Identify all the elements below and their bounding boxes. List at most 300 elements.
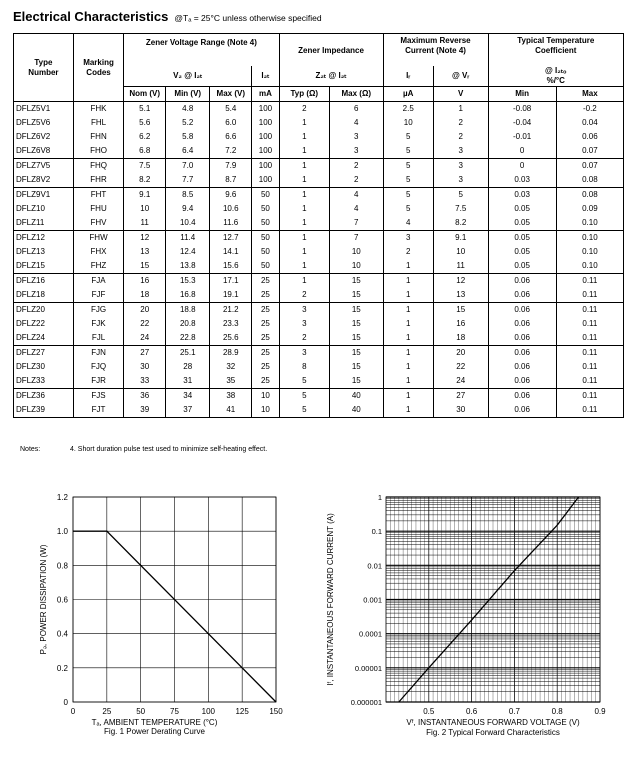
cell-nom: 5.1 <box>124 102 166 117</box>
x-tick-label: 150 <box>269 707 283 716</box>
table-row <box>14 116 624 130</box>
cell-izt-ma: 100 <box>252 173 279 188</box>
table-row <box>14 231 624 246</box>
cell-tc-max: 0.11 <box>556 403 623 418</box>
cell-max: 32 <box>210 360 252 374</box>
cell-marking: FJA <box>73 274 123 289</box>
cell-zzt-typ: 3 <box>279 346 329 361</box>
cell-type: DFLZ39 <box>14 403 74 418</box>
cell-vr: 24 <box>433 374 488 389</box>
y-tick-label: 0.8 <box>56 561 68 571</box>
cell-tc-max: 0.11 <box>556 303 623 318</box>
cell-ir: 5 <box>383 188 433 203</box>
cell-ir: 5 <box>383 173 433 188</box>
header-reverse-current: Maximum Reverse Current (Note 4) <box>383 34 488 67</box>
cell-max: 17.1 <box>210 274 252 289</box>
cell-marking: FJG <box>73 303 123 318</box>
page-title <box>13 9 322 24</box>
y-tick-label: 1.2 <box>56 493 68 502</box>
note-4: 4. Short duration pulse test used to minimize self-heating effect. <box>70 446 268 453</box>
cell-tc-min: 0.06 <box>488 374 556 389</box>
cell-type: DFLZ20 <box>14 303 74 318</box>
cell-marking: FHO <box>73 144 123 159</box>
x-tick-label: 0.8 <box>551 707 563 716</box>
cell-zzt-typ: 1 <box>279 245 329 259</box>
cell-type: DFLZ18 <box>14 288 74 303</box>
cell-nom: 13 <box>124 245 166 259</box>
cell-izt-ma: 25 <box>252 303 279 318</box>
cell-type: DFLZ12 <box>14 231 74 246</box>
cell-tc-max: 0.11 <box>556 274 623 289</box>
chart-title: Fig. 1 Power Derating Curve <box>104 727 205 736</box>
y-tick-label: 0.4 <box>56 629 68 639</box>
header-zener-range: Zener Voltage Range (Note 4) <box>124 34 279 67</box>
notes <box>20 446 268 453</box>
y-tick-label: 0 <box>63 698 68 707</box>
cell-marking: FHL <box>73 116 123 130</box>
cell-max: 25.6 <box>210 331 252 346</box>
cell-tc-max: -0.2 <box>556 102 623 117</box>
cell-izt-ma: 25 <box>252 331 279 346</box>
cell-tc-min: 0.06 <box>488 346 556 361</box>
cell-tc-min: -0.01 <box>488 130 556 144</box>
x-tick-label: 0.7 <box>508 707 520 716</box>
table-row <box>14 403 624 418</box>
cell-type: DFLZ16 <box>14 274 74 289</box>
cell-zzt-max: 40 <box>330 403 384 418</box>
cell-nom: 18 <box>124 288 166 303</box>
cell-nom: 24 <box>124 331 166 346</box>
cell-tc-min: 0.06 <box>488 317 556 331</box>
header-max-ohm: Max (Ω) <box>330 87 384 102</box>
cell-izt-ma: 100 <box>252 144 279 159</box>
cell-vr: 3 <box>433 159 488 174</box>
cell-min: 5.2 <box>166 116 210 130</box>
cell-ir: 10 <box>383 116 433 130</box>
table-row <box>14 216 624 231</box>
cell-zzt-typ: 1 <box>279 173 329 188</box>
cell-ir: 1 <box>383 274 433 289</box>
cell-type: DFLZ5V6 <box>14 116 74 130</box>
x-tick-label: 0.9 <box>594 707 606 716</box>
cell-tc-max: 0.11 <box>556 374 623 389</box>
power-derating-chart <box>0 480 300 740</box>
header-at-iztc <box>488 66 624 87</box>
cell-izt-ma: 50 <box>252 259 279 274</box>
cell-type: DFLZ6V2 <box>14 130 74 144</box>
cell-tc-max: 0.06 <box>556 130 623 144</box>
cell-zzt-max: 4 <box>330 188 384 203</box>
cell-tc-min: 0.03 <box>488 188 556 203</box>
cell-type: DFLZ15 <box>14 259 74 274</box>
cell-max: 21.2 <box>210 303 252 318</box>
cell-min: 16.8 <box>166 288 210 303</box>
cell-ir: 1 <box>383 389 433 404</box>
cell-type: DFLZ5V1 <box>14 102 74 117</box>
electrical-characteristics-table <box>13 33 624 418</box>
cell-ir: 1 <box>383 346 433 361</box>
cell-izt-ma: 50 <box>252 202 279 216</box>
cell-zzt-max: 2 <box>330 159 384 174</box>
cell-max: 6.6 <box>210 130 252 144</box>
cell-zzt-max: 7 <box>330 216 384 231</box>
cell-zzt-max: 6 <box>330 102 384 117</box>
cell-tc-max: 0.09 <box>556 202 623 216</box>
cell-max: 41 <box>210 403 252 418</box>
cell-tc-min: 0 <box>488 159 556 174</box>
header-type: Type Number <box>14 34 74 102</box>
cell-nom: 5.6 <box>124 116 166 130</box>
cell-marking: FHT <box>73 188 123 203</box>
cell-ir: 5 <box>383 130 433 144</box>
cell-marking: FJS <box>73 389 123 404</box>
table-row <box>14 188 624 203</box>
cell-vr: 8.2 <box>433 216 488 231</box>
title-text: Electrical Characteristics <box>13 9 169 24</box>
cell-tc-min: 0.03 <box>488 173 556 188</box>
cell-ir: 3 <box>383 231 433 246</box>
cell-izt-ma: 50 <box>252 231 279 246</box>
cell-max: 15.6 <box>210 259 252 274</box>
cell-min: 25.1 <box>166 346 210 361</box>
cell-marking: FJK <box>73 317 123 331</box>
cell-nom: 36 <box>124 389 166 404</box>
cell-tc-max: 0.10 <box>556 231 623 246</box>
header-max: Max (V) <box>210 87 252 102</box>
cell-nom: 9.1 <box>124 188 166 203</box>
table-row <box>14 374 624 389</box>
cell-type: DFLZ11 <box>14 216 74 231</box>
cell-marking: FJN <box>73 346 123 361</box>
cell-vr: 18 <box>433 331 488 346</box>
cell-izt-ma: 25 <box>252 346 279 361</box>
cell-type: DFLZ33 <box>14 374 74 389</box>
cell-min: 4.8 <box>166 102 210 117</box>
cell-marking: FHZ <box>73 259 123 274</box>
cell-ir: 2 <box>383 245 433 259</box>
cell-vr: 1 <box>433 102 488 117</box>
cell-izt-ma: 100 <box>252 102 279 117</box>
cell-zzt-max: 15 <box>330 374 384 389</box>
cell-nom: 22 <box>124 317 166 331</box>
cell-marking: FJF <box>73 288 123 303</box>
cell-zzt-max: 4 <box>330 202 384 216</box>
cell-max: 38 <box>210 389 252 404</box>
cell-vr: 2 <box>433 116 488 130</box>
cell-izt-ma: 25 <box>252 317 279 331</box>
cell-vr: 10 <box>433 245 488 259</box>
cell-min: 20.8 <box>166 317 210 331</box>
cell-max: 23.3 <box>210 317 252 331</box>
cell-min: 6.4 <box>166 144 210 159</box>
cell-tc-min: 0.05 <box>488 259 556 274</box>
cell-min: 5.8 <box>166 130 210 144</box>
cell-vr: 3 <box>433 144 488 159</box>
table-row <box>14 346 624 361</box>
cell-nom: 7.5 <box>124 159 166 174</box>
header-marking: Marking Codes <box>73 34 123 102</box>
cell-max: 9.6 <box>210 188 252 203</box>
cell-ir: 1 <box>383 288 433 303</box>
cell-nom: 30 <box>124 360 166 374</box>
cell-zzt-typ: 2 <box>279 288 329 303</box>
cell-vr: 20 <box>433 346 488 361</box>
table-row <box>14 389 624 404</box>
cell-nom: 16 <box>124 274 166 289</box>
cell-izt-ma: 25 <box>252 360 279 374</box>
x-axis-label: Vᶠ, INSTANTANEOUS FORWARD VOLTAGE (V) <box>406 718 580 727</box>
cell-tc-max: 0.11 <box>556 288 623 303</box>
y-tick-label: 0.00001 <box>354 663 382 673</box>
notes-label: Notes: <box>20 446 41 453</box>
cell-zzt-typ: 1 <box>279 231 329 246</box>
cell-izt-ma: 50 <box>252 216 279 231</box>
table-row <box>14 130 624 144</box>
cell-tc-min: 0.05 <box>488 245 556 259</box>
cell-max: 5.4 <box>210 102 252 117</box>
y-tick-label: 0.001 <box>363 595 382 605</box>
cell-tc-max: 0.10 <box>556 245 623 259</box>
cell-zzt-typ: 5 <box>279 389 329 404</box>
cell-ir: 2.5 <box>383 102 433 117</box>
cell-vr: 5 <box>433 188 488 203</box>
x-tick-label: 0 <box>70 707 76 716</box>
cell-ir: 1 <box>383 331 433 346</box>
cell-izt-ma: 100 <box>252 116 279 130</box>
header-temp-coef: Typical Temperature Coefficient <box>488 34 624 67</box>
cell-zzt-max: 3 <box>330 130 384 144</box>
cell-zzt-max: 15 <box>330 274 384 289</box>
test-condition: @Tₐ = 25°C unless otherwise specified <box>174 13 322 23</box>
cell-type: DFLZ6V8 <box>14 144 74 159</box>
cell-min: 11.4 <box>166 231 210 246</box>
cell-tc-max: 0.10 <box>556 259 623 274</box>
header-at-vr: @ Vᵣ <box>433 66 488 87</box>
x-tick-label: 0.6 <box>466 707 478 716</box>
cell-ir: 1 <box>383 317 433 331</box>
table-row <box>14 245 624 259</box>
cell-marking: FHX <box>73 245 123 259</box>
cell-zzt-max: 15 <box>330 288 384 303</box>
cell-tc-max: 0.11 <box>556 360 623 374</box>
cell-max: 6.0 <box>210 116 252 130</box>
cell-vr: 9.1 <box>433 231 488 246</box>
cell-min: 13.8 <box>166 259 210 274</box>
cell-min: 9.4 <box>166 202 210 216</box>
cell-marking: FHQ <box>73 159 123 174</box>
cell-izt-ma: 10 <box>252 403 279 418</box>
cell-izt-ma: 25 <box>252 288 279 303</box>
cell-zzt-max: 7 <box>330 231 384 246</box>
cell-zzt-max: 40 <box>330 389 384 404</box>
cell-type: DFLZ36 <box>14 389 74 404</box>
cell-nom: 20 <box>124 303 166 318</box>
cell-tc-min: -0.08 <box>488 102 556 117</box>
cell-izt-ma: 25 <box>252 274 279 289</box>
cell-ir: 4 <box>383 216 433 231</box>
cell-marking: FHV <box>73 216 123 231</box>
cell-nom: 12 <box>124 231 166 246</box>
cell-zzt-max: 15 <box>330 331 384 346</box>
header-izt: I₂ₜ <box>252 66 279 87</box>
cell-vr: 3 <box>433 173 488 188</box>
cell-max: 28.9 <box>210 346 252 361</box>
cell-ir: 1 <box>383 374 433 389</box>
cell-type: DFLZ8V2 <box>14 173 74 188</box>
cell-min: 18.8 <box>166 303 210 318</box>
cell-zzt-max: 3 <box>330 144 384 159</box>
y-tick-label: 0.6 <box>56 595 68 605</box>
cell-tc-min: 0.06 <box>488 331 556 346</box>
cell-ir: 1 <box>383 403 433 418</box>
cell-tc-min: 0.06 <box>488 389 556 404</box>
x-tick-label: 0.5 <box>423 707 435 716</box>
header-tc-min: Min <box>488 87 556 102</box>
chart-title: Fig. 2 Typical Forward Characteristics <box>426 728 560 737</box>
cell-tc-max: 0.08 <box>556 188 623 203</box>
cell-min: 34 <box>166 389 210 404</box>
cell-marking: FHK <box>73 102 123 117</box>
cell-marking: FJR <box>73 374 123 389</box>
cell-max: 19.1 <box>210 288 252 303</box>
cell-tc-min: 0.06 <box>488 360 556 374</box>
cell-tc-max: 0.11 <box>556 317 623 331</box>
header-ma: mA <box>252 87 279 102</box>
table-row <box>14 303 624 318</box>
y-tick-label: 0.0001 <box>359 629 382 639</box>
cell-zzt-typ: 1 <box>279 144 329 159</box>
header-nom: Nom (V) <box>124 87 166 102</box>
cell-type: DFLZ7V5 <box>14 159 74 174</box>
cell-zzt-max: 15 <box>330 360 384 374</box>
table-row <box>14 144 624 159</box>
x-tick-label: 125 <box>235 707 249 716</box>
cell-vr: 7.5 <box>433 202 488 216</box>
cell-vr: 11 <box>433 259 488 274</box>
table-row <box>14 259 624 274</box>
header-min: Min (V) <box>166 87 210 102</box>
y-axis-label: Pₔ, POWER DISSIPATION (W) <box>39 544 48 655</box>
cell-tc-max: 0.11 <box>556 331 623 346</box>
cell-zzt-typ: 5 <box>279 374 329 389</box>
cell-vr: 30 <box>433 403 488 418</box>
cell-ir: 1 <box>383 303 433 318</box>
cell-tc-min: 0 <box>488 144 556 159</box>
cell-min: 22.8 <box>166 331 210 346</box>
cell-tc-max: 0.11 <box>556 389 623 404</box>
cell-ir: 1 <box>383 259 433 274</box>
cell-min: 8.5 <box>166 188 210 203</box>
cell-nom: 8.2 <box>124 173 166 188</box>
cell-vr: 15 <box>433 303 488 318</box>
cell-vr: 2 <box>433 130 488 144</box>
cell-min: 28 <box>166 360 210 374</box>
cell-vr: 16 <box>433 317 488 331</box>
cell-tc-max: 0.04 <box>556 116 623 130</box>
y-tick-label: 1.0 <box>56 527 68 537</box>
cell-tc-min: 0.06 <box>488 274 556 289</box>
cell-type: DFLZ30 <box>14 360 74 374</box>
header-pct-text: %/°C <box>546 76 565 85</box>
table-row <box>14 317 624 331</box>
cell-max: 8.7 <box>210 173 252 188</box>
cell-tc-min: 0.06 <box>488 403 556 418</box>
cell-min: 37 <box>166 403 210 418</box>
cell-type: DFLZ9V1 <box>14 188 74 203</box>
cell-ir: 5 <box>383 144 433 159</box>
cell-min: 15.3 <box>166 274 210 289</box>
cell-max: 12.7 <box>210 231 252 246</box>
cell-zzt-max: 2 <box>330 173 384 188</box>
cell-type: DFLZ24 <box>14 331 74 346</box>
cell-max: 14.1 <box>210 245 252 259</box>
cell-zzt-typ: 1 <box>279 202 329 216</box>
cell-marking: FJQ <box>73 360 123 374</box>
table-row <box>14 159 624 174</box>
cell-zzt-typ: 1 <box>279 159 329 174</box>
table-row <box>14 288 624 303</box>
header-zzt-izt: Z₂ₜ @ I₂ₜ <box>279 66 383 87</box>
cell-tc-min: 0.06 <box>488 303 556 318</box>
cell-zzt-typ: 1 <box>279 116 329 130</box>
header-ua: µA <box>383 87 433 102</box>
cell-ir: 1 <box>383 360 433 374</box>
cell-marking: FHU <box>73 202 123 216</box>
cell-min: 7.0 <box>166 159 210 174</box>
header-ir: Iᵣ <box>383 66 433 87</box>
cell-ir: 5 <box>383 159 433 174</box>
cell-max: 11.6 <box>210 216 252 231</box>
cell-izt-ma: 100 <box>252 159 279 174</box>
table-row <box>14 173 624 188</box>
cell-max: 7.9 <box>210 159 252 174</box>
x-tick-label: 100 <box>201 707 216 716</box>
cell-min: 10.4 <box>166 216 210 231</box>
cell-izt-ma: 25 <box>252 374 279 389</box>
y-tick-label: 0.1 <box>371 527 382 537</box>
cell-zzt-max: 15 <box>330 317 384 331</box>
cell-vr: 13 <box>433 288 488 303</box>
cell-nom: 27 <box>124 346 166 361</box>
cell-marking: FJL <box>73 331 123 346</box>
header-tc-max: Max <box>556 87 623 102</box>
table-row <box>14 331 624 346</box>
header-zener-impedance: Zener Impedance <box>279 34 383 67</box>
cell-marking: FJT <box>73 403 123 418</box>
cell-max: 7.2 <box>210 144 252 159</box>
y-tick-label: 0.000001 <box>350 698 382 707</box>
cell-nom: 11 <box>124 216 166 231</box>
cell-nom: 33 <box>124 374 166 389</box>
cell-izt-ma: 50 <box>252 245 279 259</box>
cell-zzt-typ: 1 <box>279 216 329 231</box>
cell-tc-max: 0.07 <box>556 144 623 159</box>
cell-type: DFLZ22 <box>14 317 74 331</box>
table-row <box>14 102 624 117</box>
x-tick-label: 75 <box>170 707 179 716</box>
cell-zzt-typ: 2 <box>279 331 329 346</box>
cell-tc-max: 0.10 <box>556 216 623 231</box>
cell-zzt-max: 10 <box>330 259 384 274</box>
cell-vr: 22 <box>433 360 488 374</box>
x-tick-label: 50 <box>136 707 146 716</box>
cell-marking: FHR <box>73 173 123 188</box>
cell-zzt-max: 15 <box>330 303 384 318</box>
cell-max: 10.6 <box>210 202 252 216</box>
cell-max: 35 <box>210 374 252 389</box>
cell-zzt-typ: 1 <box>279 259 329 274</box>
cell-type: DFLZ13 <box>14 245 74 259</box>
